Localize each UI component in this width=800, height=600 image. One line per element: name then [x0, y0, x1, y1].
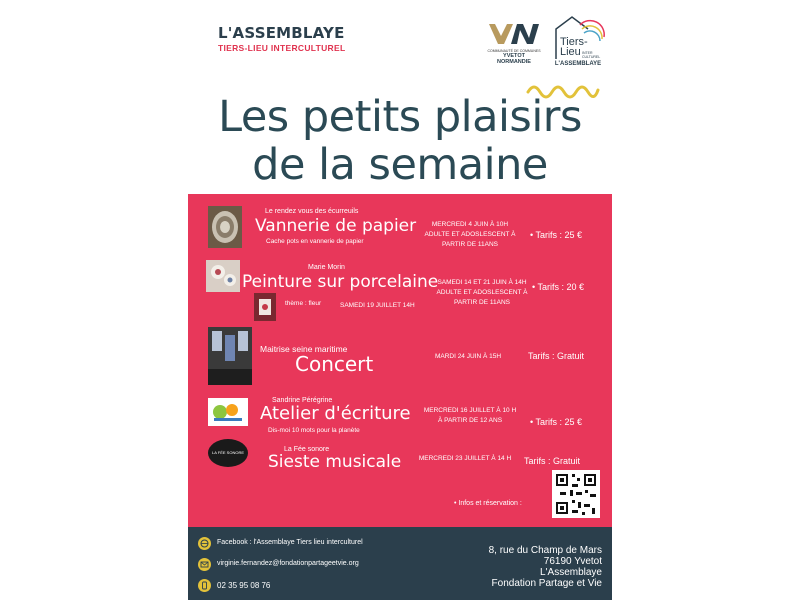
- event1-organizer: Le rendez vous des écurreuils: [265, 208, 359, 215]
- fee-sonore-logo-text: LA FÉE SONORE: [211, 450, 244, 455]
- flower-cup-photo: [254, 293, 276, 321]
- tl-word1: Tiers-: [560, 36, 588, 48]
- event1-price: • Tarifs : 25 €: [530, 230, 583, 240]
- event4-name: Atelier d'écriture: [260, 403, 411, 424]
- address-line2: 76190 Yvetot: [543, 556, 602, 567]
- yn-line3: NORMANDIE: [497, 59, 531, 65]
- footer: [188, 527, 612, 600]
- event5-organizer: La Fée sonore: [284, 446, 330, 453]
- event1-name: Vannerie de papier: [255, 216, 417, 236]
- event3-date-line1: MARDI 24 JUIN À 15H: [434, 353, 502, 360]
- event2-name: Peinture sur porcelaine: [242, 272, 439, 292]
- events-panel: [188, 194, 612, 527]
- event2-date: [432, 278, 532, 308]
- facebook-text[interactable]: Facebook : l'Assemblaye Tiers lieu interculturel: [217, 539, 363, 546]
- yn-line2: YVETOT: [503, 53, 525, 59]
- yn-logo-icon: [487, 24, 541, 44]
- tiers-lieu-logo: [550, 15, 606, 71]
- email-text[interactable]: virginie.fernandez@fondationpartageetvie.org: [217, 560, 359, 567]
- event3-organizer: Maitrise seine maritime: [260, 344, 348, 354]
- address-block: [489, 545, 602, 589]
- event2-date-line1: SAMEDI 14 ET 21 JUIN À 14H: [437, 279, 527, 286]
- tl-small: INTER CULTUREL: [582, 51, 601, 59]
- org-subtitle: TIERS-LIEU INTERCULTUREL: [218, 43, 346, 53]
- event4-price: • Tarifs : 25 €: [530, 417, 583, 427]
- poster: [188, 0, 612, 600]
- title-line1: Les petits plaisirs: [218, 92, 582, 142]
- event2-organizer: Marie Morin: [308, 264, 345, 271]
- tl-word2: Lieu: [560, 46, 581, 58]
- event3-date: [418, 352, 518, 362]
- event3-name: Concert: [295, 352, 374, 376]
- address-line3: L'Assemblaye: [540, 567, 602, 578]
- org-name: L'ASSEMBLAYE: [218, 24, 345, 42]
- event2-price: • Tarifs : 20 €: [532, 282, 585, 292]
- event5-date-line1: MERCREDI 23 JUILLET À 14 H: [418, 455, 512, 462]
- info-reservation: • Infos et réservation :: [454, 500, 522, 507]
- qr-code-icon[interactable]: [552, 470, 600, 518]
- event5-date: [410, 454, 520, 464]
- tl-name: L'ASSEMBLAYE: [554, 61, 602, 67]
- event3-price: Tarifs : Gratuit: [528, 351, 585, 361]
- event2-date-line3: PARTIR DE 11ANS: [454, 299, 510, 306]
- mail-icon: [198, 558, 211, 571]
- event1-date-line1: MERCREDI 4 JUIN À 10H: [431, 221, 509, 228]
- event2-date-line2: ADULTE ET ADOSLESCENT À: [436, 289, 528, 296]
- event2-subtitle: thème : fleur: [285, 300, 322, 307]
- event4-subtitle: Dis-moi 10 mots pour la planète: [268, 427, 360, 434]
- event4-date-line2: À PARTIR DE 12 ANS: [437, 417, 503, 424]
- yvetot-normandie-logo: [484, 24, 544, 64]
- event1-date-line2: ADULTE ET ADOSLESCENT À: [424, 231, 516, 238]
- phone-text[interactable]: 02 35 95 08 76: [217, 581, 271, 590]
- address-line1: 8, rue du Champ de Mars: [488, 545, 602, 556]
- porcelain-photo: [206, 260, 240, 292]
- event1-date-line3: PARTIR DE 11ANS: [442, 241, 498, 248]
- event4-date: [410, 406, 530, 426]
- basket-photo: [208, 206, 242, 248]
- event4-date-line1: MERCREDI 16 JUILLET À 10 H: [423, 407, 517, 414]
- event4-organizer: Sandrine Pérégrine: [272, 397, 333, 404]
- yn-line1: COMMUNAUTÉ DE COMMUNES: [487, 49, 541, 53]
- event2-extra-date: SAMEDI 19 JUILLET 14H: [340, 302, 415, 309]
- title-line2: de la semaine: [252, 140, 548, 190]
- ecriture-logo: [208, 398, 248, 426]
- church-photo: [208, 327, 252, 385]
- phone-icon: [198, 579, 211, 592]
- event1-date: [420, 220, 520, 250]
- globe-icon: [198, 537, 211, 550]
- event1-subtitle: Cache pots en vannerie de papier: [266, 238, 364, 245]
- event5-price: Tarifs : Gratuit: [524, 456, 581, 466]
- address-line4: Fondation Partage et Vie: [491, 578, 602, 589]
- event5-name: Sieste musicale: [268, 452, 402, 472]
- fee-sonore-logo: [208, 439, 248, 467]
